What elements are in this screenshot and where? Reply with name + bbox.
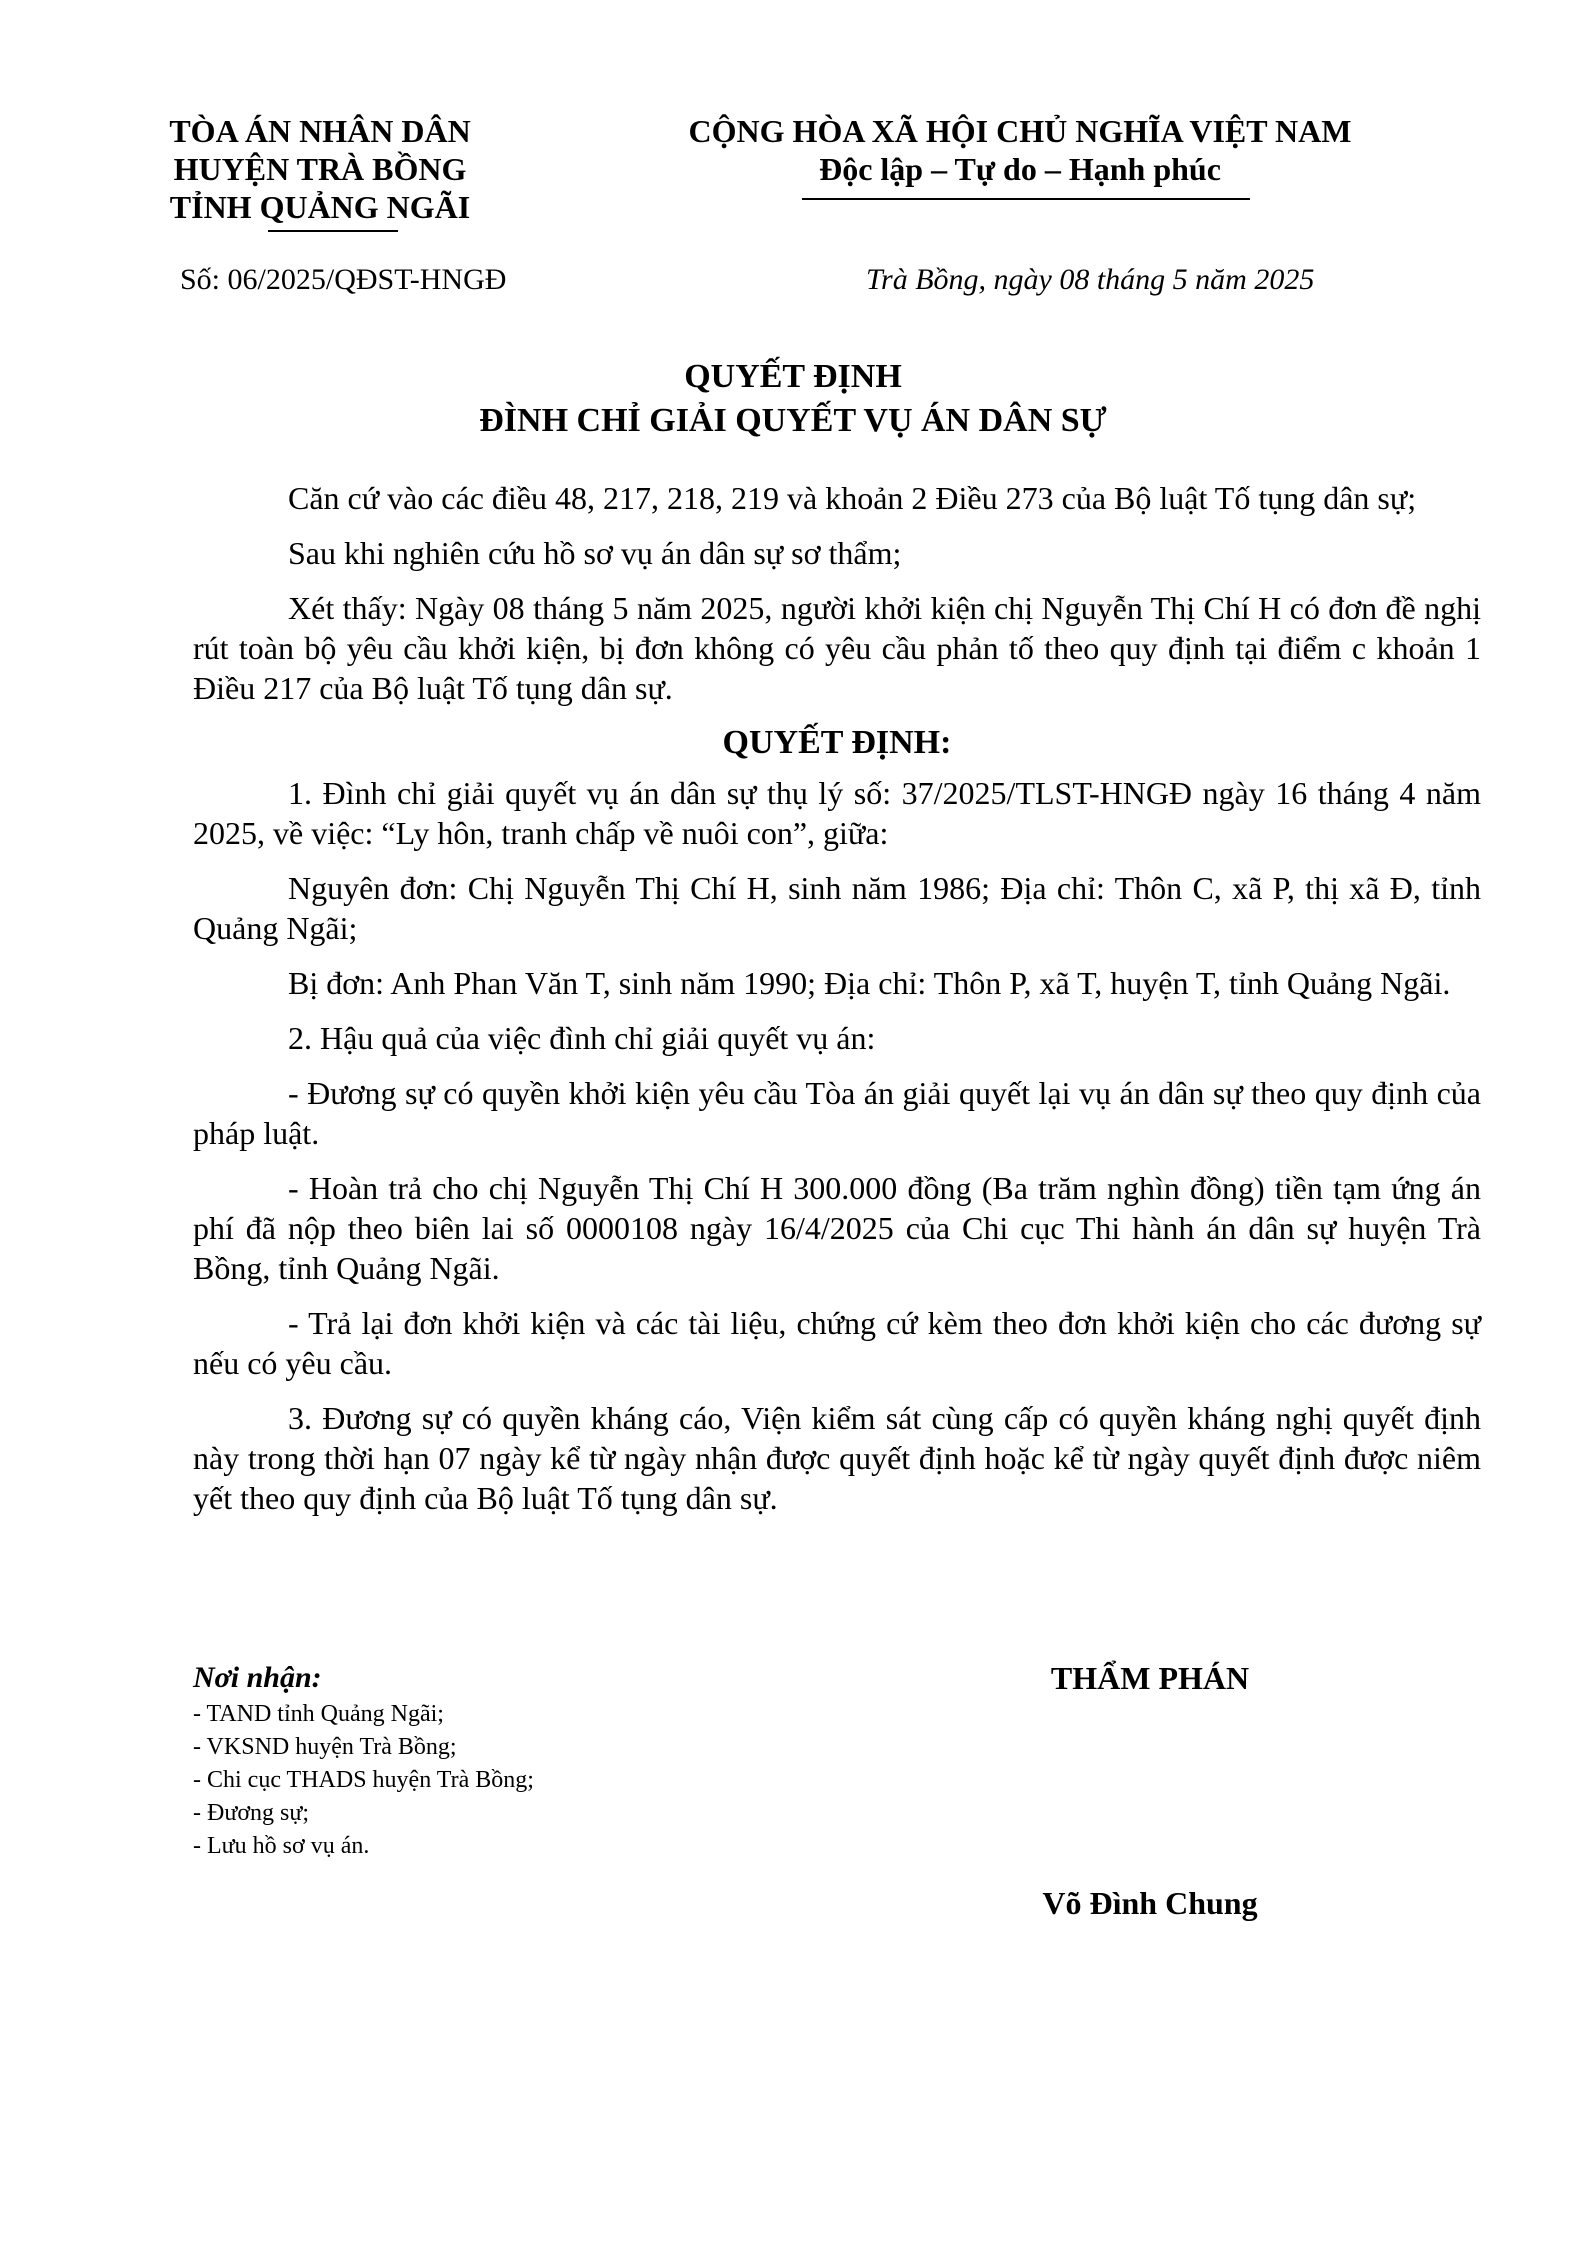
signer-title: THẨM PHÁN (1050, 1660, 1250, 1696)
country-name: CỘNG HÒA XÃ HỘI CHỦ NGHĨA VIỆT NAM (688, 113, 1352, 149)
recipients-block (193, 1658, 534, 1863)
decision-paragraph: 3. Đương sự có quyền kháng cáo, Viện kiểm sát cùng cấp có quyền kháng nghị quyết định này trong thời hạn 07 ngày kể từ ngày nhận được quyết định hoặc kể từ ngày quyết định được niêm yết theo quy định của Bộ luật Tố tụng dân sự. (193, 1400, 1481, 1516)
recipient-item: - TAND tỉnh Quảng Ngãi; (193, 1701, 444, 1727)
document-date: Trà Bồng, ngày 08 tháng 5 năm 2025 (866, 263, 1315, 296)
recipient-item: - VKSND huyện Trà Bồng; (193, 1734, 457, 1760)
preamble-paragraph: Xét thấy: Ngày 08 tháng 5 năm 2025, người khởi kiện chị Nguyễn Thị Chí H có đơn đề nghị rút toàn bộ yêu cầu khởi kiện, bị đơn không có yêu cầu phản tố theo quy định tại điểm c khoản 1 Điều 217 của Bộ luật Tố tụng dân sự. (193, 590, 1481, 706)
court-line-1: TÒA ÁN NHÂN DÂN (169, 113, 471, 149)
decision-paragraph: Bị đơn: Anh Phan Văn T, sinh năm 1990; Địa chỉ: Thôn P, xã T, huyện T, tỉnh Quảng Ngãi. (288, 965, 1451, 1001)
recipient-item: - Đương sự; (193, 1800, 310, 1826)
title-line-2: ĐÌNH CHỈ GIẢI QUYẾT VỤ ÁN DÂN SỰ (479, 402, 1107, 439)
title-line-1: QUYẾT ĐỊNH (684, 358, 902, 395)
preamble-paragraph: Sau khi nghiên cứu hồ sơ vụ án dân sự sơ thẩm; (288, 535, 902, 571)
decision-paragraph: - Hoàn trả cho chị Nguyễn Thị Chí H 300.000 đồng (Ba trăm nghìn đồng) tiền tạm ứng án phí đã nộp theo biên lai số 0000108 ngày 16/4/2025 của Chi cục Thi hành án dân sự huyện Trà Bồng, tỉnh Quảng Ngãi. (193, 1170, 1481, 1286)
court-line-2: HUYỆN TRÀ BỒNG (173, 151, 467, 187)
decision-paragraph: 2. Hậu quả của việc đình chỉ giải quyết vụ án: (288, 1020, 876, 1056)
document-body (193, 478, 1481, 1533)
document-number: Số: 06/2025/QĐST-HNGĐ (180, 263, 507, 296)
recipient-item: - Lưu hồ sơ vụ án. (193, 1833, 370, 1859)
country-motto: Độc lập – Tự do – Hạnh phúc (819, 151, 1221, 187)
decision-paragraph: 1. Đình chỉ giải quyết vụ án dân sự thụ lý số: 37/2025/TLST-HNGĐ ngày 16 tháng 4 năm 2025, về việc: “Ly hôn, tranh chấp về nuôi con”, giữa: (193, 775, 1481, 851)
recipients-title: Nơi nhận: (193, 1661, 322, 1694)
decision-paragraph: - Trả lại đơn khởi kiện và các tài liệu, chứng cứ kèm theo đơn khởi kiện cho các đương sự nếu có yêu cầu. (193, 1305, 1481, 1381)
country-header (640, 112, 1400, 188)
recipient-item: - Chi cục THADS huyện Trà Bồng; (193, 1767, 534, 1793)
court-underline (268, 230, 398, 232)
court-header (150, 112, 490, 226)
signer-name: Võ Đình Chung (1042, 1885, 1258, 1921)
court-line-3: TỈNH QUẢNG NGÃI (169, 189, 471, 225)
preamble-paragraph: Căn cứ vào các điều 48, 217, 218, 219 và khoản 2 Điều 273 của Bộ luật Tố tụng dân sự; (288, 480, 1417, 516)
document-title (0, 355, 1586, 443)
decision-paragraph: Nguyên đơn: Chị Nguyễn Thị Chí H, sinh năm 1986; Địa chỉ: Thôn C, xã P, thị xã Đ, tỉnh Quảng Ngãi; (193, 870, 1481, 946)
decision-paragraph: - Đương sự có quyền khởi kiện yêu cầu Tòa án giải quyết lại vụ án dân sự theo quy định của pháp luật. (193, 1075, 1481, 1151)
decision-heading: QUYẾT ĐỊNH: (722, 724, 952, 761)
motto-underline (802, 198, 1250, 200)
